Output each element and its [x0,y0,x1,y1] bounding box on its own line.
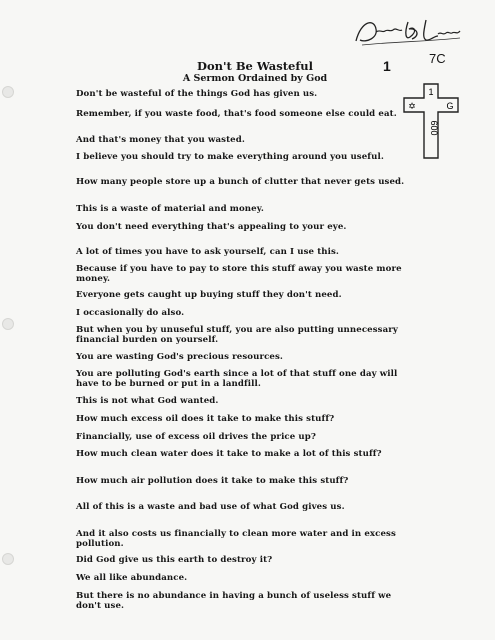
page-number: 1 [383,58,391,74]
sermon-line: How much clean water does it take to make a lot of this stuff? [76,449,382,459]
document-code: 7C [429,51,446,66]
sermon-line: This is not what God wanted. [76,396,219,406]
sermon-line: I believe you should try to make everything around you useful. [76,152,384,162]
binder-hole [2,318,14,330]
document-subtitle: A Sermon Ordained by God [182,73,328,84]
sermon-line: How much air pollution does it take to make this stuff? [76,476,349,486]
cross-note-top: 1 [428,87,434,97]
binder-hole [2,553,14,565]
title-block [160,60,350,84]
cross-note-left: ✡ [408,102,416,112]
binder-hole [2,86,14,98]
cross-note-bottom: 600 [429,120,439,136]
sermon-line: You are wasting God's precious resources. [76,352,284,362]
sermon-line: All of this is a waste and bad use of what God gives us. [76,502,345,512]
handwritten-signature [352,14,464,48]
sermon-line: This is a waste of material and money. [76,204,264,214]
sermon-line: You don't need everything that's appealing to your eye. [76,222,347,232]
document-title: Don't Be Wasteful [196,59,314,73]
sermon-line: But when you by unuseful stuff, you are also putting unnecessary financial burden on yourself. [76,325,398,345]
sermon-line: You are polluting God's earth since a lot of that stuff one day will have to be burned or put in a landfill. [76,369,398,389]
sermon-line: And it also costs us financially to clean more water and in excess pollution. [76,529,396,549]
sermon-line: How much excess oil does it take to make this stuff? [76,414,335,424]
sermon-line: A lot of times you have to ask yourself, can I use this. [76,247,340,257]
sermon-line: Financially, use of excess oil drives the price up? [76,432,317,442]
sermon-line: Remember, if you waste food, that's food someone else could eat. [76,109,397,119]
sermon-line: And that's money that you wasted. [76,135,245,145]
sermon-line: We all like abundance. [76,573,188,583]
sermon-line: Did God give us this earth to destroy it? [76,555,273,565]
sermon-line: Because if you have to pay to store this stuff away you waste more money. [76,264,402,284]
sermon-line: How many people store up a bunch of clutter that never gets used. [76,177,405,187]
sermon-line: I occasionally do also. [76,308,185,318]
sermon-line: Everyone gets caught up buying stuff they don't need. [76,290,342,300]
cross-note-right: G [446,101,454,111]
sermon-line: Don't be wasteful of the things God has given us. [76,89,318,99]
sermon-line: But there is no abundance in having a bunch of useless stuff we don't use. [76,591,392,611]
